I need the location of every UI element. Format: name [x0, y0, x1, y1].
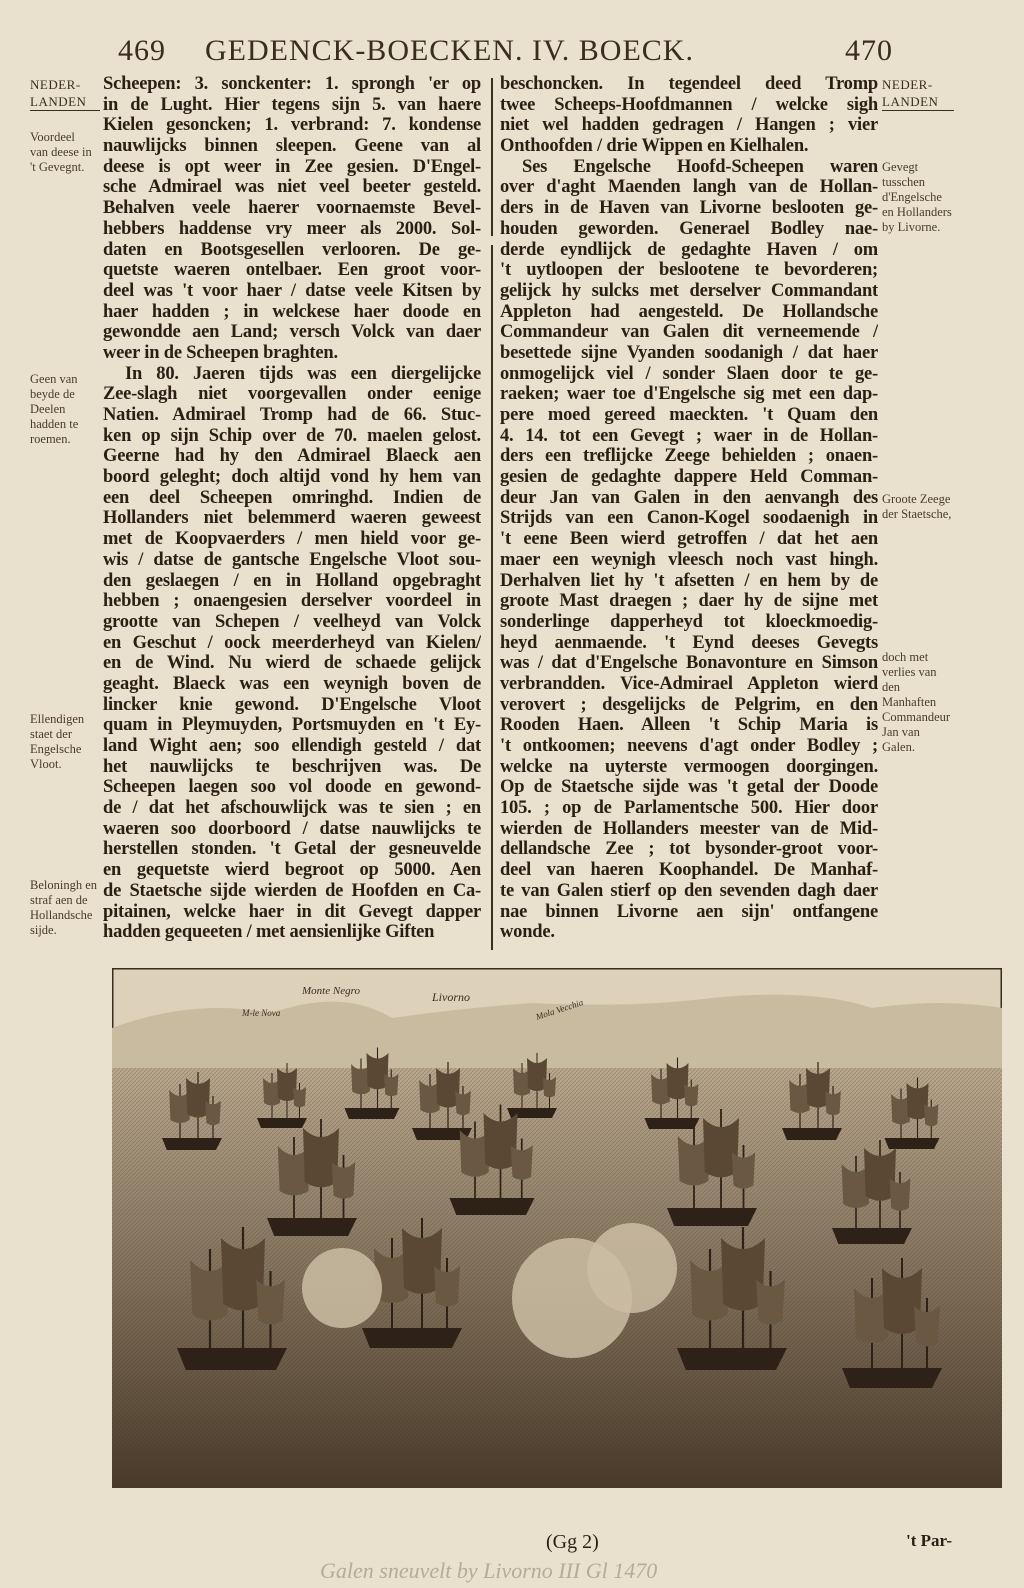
text-line: niet wel hadden gedragen / Hangen ; vier	[500, 115, 878, 136]
text-line: 't eene Been wierd getroffen / dat het aen	[500, 529, 878, 550]
column-rule	[491, 245, 493, 950]
text-line: verbrandden. Vice-Admirael Appleton wierd	[500, 673, 878, 694]
text-line: de Staetsche sijde wierden de Hoofden en Ca-	[103, 880, 481, 901]
text-line: houden geworden. Generael Bodley nae-	[500, 218, 878, 239]
right-section-label: NEDER-LANDEN	[882, 76, 954, 111]
text-line: land Wight aen; soo ellendigh gesteld / dat	[103, 736, 481, 756]
text-line: de / dat het afschouwlijck was te sien ; en	[103, 798, 481, 819]
margin-note: Ellendigen staet der Engelsche Vloot.	[30, 712, 85, 771]
page-number-right: 470	[845, 34, 893, 67]
smoke-cloud	[302, 1248, 382, 1328]
text-line: was / dat d'Engelsche Bonavonture en Simson	[500, 653, 878, 674]
text-line: gelijck hy sulcks met derselver Commandant	[500, 280, 878, 301]
text-line: Behalven veele haerer voornaemste Bevel-	[103, 198, 481, 219]
signature-mark: (Gg 2)	[546, 1531, 599, 1553]
text-line: Scheepen: 3. sonckenter: 1. sprongh 'er op	[103, 74, 481, 94]
margin-note: Beloningh en straf aen de Hollandsche sijde.	[30, 878, 98, 937]
text-line: den geslaegen / en in Holland opgebraght	[103, 570, 481, 591]
engraving-label: Livorno	[432, 990, 471, 1004]
text-line: wis / datse de gantsche Engelsche Vloot sou-	[103, 549, 481, 570]
text-line: Appleton had aengesteld. De Hollandsche	[500, 301, 878, 322]
text-line: twee Scheeps-Hoofdmannen / welcke sigh	[500, 94, 878, 115]
text-line: gewondde aen Land; versch Volck van daer	[103, 322, 481, 343]
text-line: herstellen stonden. 't Getal der gesneuvelde	[103, 839, 481, 860]
text-line: 105. ; op de Parlamentsche 500. Hier door	[500, 798, 878, 819]
text-line: pitainen, welcke haer in dit Gevegt dapper	[103, 901, 481, 922]
text-line: grootte van Schepen / veelheyd van Volck	[103, 611, 481, 632]
left-text-column	[103, 74, 481, 943]
text-line: deur Jan van Galen in den aenvangh des	[500, 487, 878, 508]
text-line: dellandsche Zee ; tot bysonder-groot voor-	[500, 839, 878, 860]
margin-note: Geen van beyde de Deelen hadden te roemen.	[30, 372, 79, 446]
column-rule	[491, 78, 493, 236]
text-line: nae binnen Livorne aen sijn' ontfangene	[500, 901, 878, 922]
text-line: Zee-slagh niet voorgevallen onder eenige	[103, 384, 481, 405]
text-line: Hollanders niet belemmerd waeren geweest	[103, 508, 481, 529]
text-line: sche Admirael was niet veel beeter gesteld.	[103, 177, 481, 198]
text-line: over d'aght Maenden langh van de Hollan-	[500, 177, 878, 198]
text-line: gesien de gedaghte dappere Held Comman-	[500, 467, 878, 488]
margin-note: Voordeel van deese in 't Gevegnt.	[30, 130, 92, 174]
text-line: deel was 't voor haer / datse veele Kitsen by	[103, 280, 481, 301]
text-line: heyd aenmaende. 't Eynd deeses Gevegts	[500, 632, 878, 653]
text-line: daten en Bootsgesellen verlooren. De ge-	[103, 239, 481, 260]
text-line: boord geleght; doch altijd vond hy hem van	[103, 467, 481, 488]
text-line: in de Lught. Hier tegens sijn 5. van haere	[103, 94, 481, 115]
text-line: 't uytloopen der beslootene te bevorderen;	[500, 260, 878, 281]
running-title: GEDENCK-BOECKEN. IV. BOECK.	[205, 34, 694, 67]
text-line: 't ontkoomen; neevens d'agt onder Bodley ;	[500, 736, 878, 756]
text-line: maer een weynigh vleesch noch vast hingh.	[500, 549, 878, 570]
text-line: groote Mast draegen ; daer hy de sijne met	[500, 591, 878, 612]
text-line: en gequetste wierd begroot op 5000. Aen	[103, 860, 481, 881]
text-line: Natien. Admirael Tromp had de 66. Stuc-	[103, 405, 481, 425]
text-line: Derhalven liet hy 't afsetten / en hem by de	[500, 570, 878, 591]
text-line: een deel Scheepen omringhd. Indien de	[103, 487, 481, 508]
engraving-label: Monte Negro	[302, 985, 360, 997]
text-line: weer in de Scheepen braghten.	[103, 342, 338, 363]
text-line: verovert ; desgelijcks de Pelgrim, en den	[500, 694, 878, 715]
engraving-naval-battle-livorno	[112, 968, 1002, 1488]
text-line: ders in de Haven van Livorne beslooten ge-	[500, 198, 878, 219]
catchword: 't Par-	[906, 1531, 953, 1550]
text-line: wierden de Hollanders meester van de Mid-	[500, 818, 878, 839]
engraving-label: Mola Vecchia	[534, 997, 585, 1022]
text-line: nauwlijcks binnen sleepen. Geene van al	[103, 136, 481, 157]
text-line: beschoncken. In tegendeel deed Tromp	[500, 74, 878, 94]
left-section-label: NEDER-LANDEN	[30, 76, 100, 111]
text-line: deel van haeren Koophandel. De Manhaf-	[500, 860, 878, 881]
text-line: raeken; waer toe d'Engelsche sig met een dap-	[500, 384, 878, 405]
text-line: Scheepen laegen soo vol doode en gewond-	[103, 777, 481, 798]
text-line: Ses Engelsche Hoofd-Scheepen waren	[522, 156, 878, 177]
text-line: Kielen gesoncken; 1. verbrand: 7. kondense	[103, 115, 481, 136]
text-line: onmogelijck viel / sonder Slaen door te ge-	[500, 363, 878, 384]
pencil-annotation: Galen sneuvelt by Livorno III Gl 1470	[320, 1558, 658, 1583]
text-line: 4. 14. tot een Gevegt ; waer in de Hollan-	[500, 425, 878, 446]
text-line: sonderlinge dapperheyd tot kloeckmoedig-	[500, 611, 878, 632]
text-line: welcke na uyterste vermoogen doorgingen.	[500, 756, 878, 777]
text-line: besettede sijne Vyanden soodanigh / dat haer	[500, 342, 878, 363]
text-line: Onthoofden / drie Wippen en Kielhalen.	[500, 136, 809, 157]
margin-note: Gevegt tusschen d'Engelsche en Hollanders by Livorne.	[882, 160, 952, 234]
text-line: quam in Pleymuyden, Portsmuyden en 't Ey-	[103, 715, 481, 736]
text-line: haer hadden ; in welckese haer doode en	[103, 301, 481, 322]
text-line: en Geschut / oock meerderheyd van Kielen/	[103, 632, 481, 653]
margin-note: Groote Zeege der Staetsche,	[882, 492, 952, 521]
text-line: lincker knie gewond. D'Engelsche Vloot	[103, 694, 481, 715]
text-line: quetste waeren ontelbaer. Een groot voor-	[103, 260, 481, 281]
text-line: pere moed gereed maeckten. 't Quam den	[500, 405, 878, 425]
text-line: geaght. Blaeck was een weynigh boven de	[103, 673, 481, 694]
text-line: Strijds van een Canon-Kogel soodaenigh in	[500, 508, 878, 529]
text-line: hebbers haddense vry meer als 2000. Sol-	[103, 218, 481, 239]
text-line: derde eyndlijck de gedaghte Haven / om	[500, 239, 878, 260]
text-line: hadden gequeeten / met aensienlijke Giften	[103, 922, 435, 943]
text-line: waeren soo doorboord / datse nauwlijcks te	[103, 818, 481, 839]
text-line: Rooden Haen. Alleen 't Schip Maria is	[500, 715, 878, 736]
margin-note: doch met verlies van den Manhaften Commandeur Jan van Galen.	[882, 650, 951, 754]
text-line: te van Galen stierf op den sevenden dagh daer	[500, 880, 878, 901]
page-number-left: 469	[118, 34, 166, 67]
text-line: deese is opt weer in Zee gesien. D'Engel-	[103, 156, 481, 177]
engraving-label: M-le Nova	[242, 1008, 281, 1018]
text-line: Geerne had hy den Admirael Blaeck aen	[103, 446, 481, 467]
text-line: hebben ; onaengesien derselver voordeel in	[103, 591, 481, 612]
text-line: ken op sijn Schip over de 70. maelen gelost.	[103, 425, 481, 446]
smoke-cloud	[587, 1223, 677, 1313]
text-line: het nauwlijcks te beschrijven was. De	[103, 756, 481, 777]
text-line: In 80. Jaeren tijds was een diergelijcke	[125, 363, 481, 384]
right-text-column	[500, 74, 878, 943]
text-line: en de Wind. Nu wierd de schaede gelijck	[103, 653, 481, 674]
text-line: wonde.	[500, 922, 555, 943]
text-line: Commandeur van Galen dit verneemende /	[500, 322, 878, 343]
text-line: Op de Staetsche sijde was 't getal der Doode	[500, 777, 878, 798]
text-line: met de Koopvaerders / men hield voor ge-	[103, 529, 481, 550]
text-line: ders een treflijcke Zeege behielden ; onaen-	[500, 446, 878, 467]
